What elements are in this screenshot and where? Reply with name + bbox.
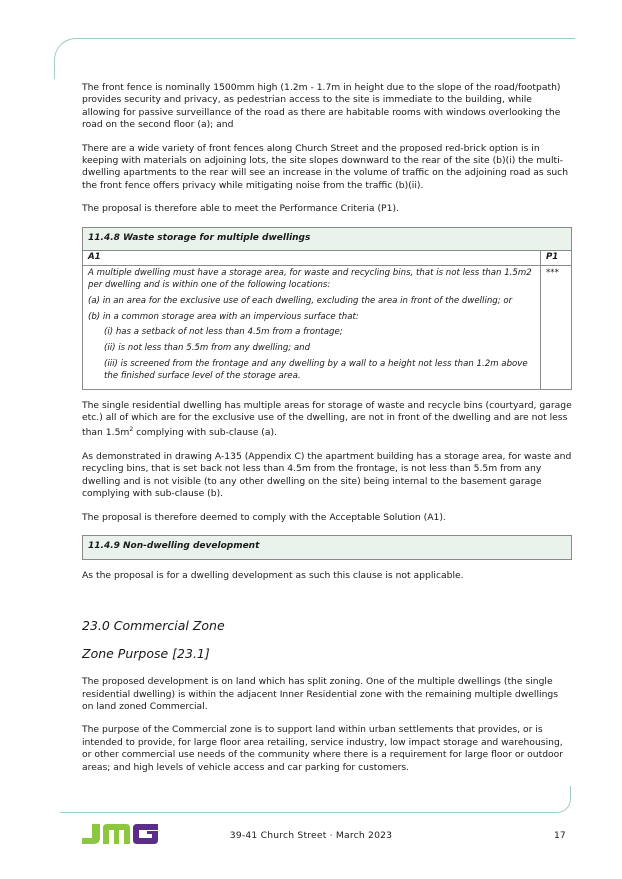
clause-subline: (iii) is screened from the frontage and any dwelling by a wall to a height not less than 1.2m above the finished surface level of the storage area. xyxy=(104,359,528,381)
paragraph-fence-variety: There are a wide variety of front fences along Church Street and the proposed red-brick option is in keeping with materials on adjoining lots, the site slopes downward to the rear of the site (b)(i) the multi-dwelling apartments to the rear will see an increase in the volume of traffic on the adjoining road as such the front fence offers privacy while mitigating noise from the traffic (b)(ii). xyxy=(82,142,569,191)
clause-table-waste-storage xyxy=(82,227,572,390)
page-frame-bottom xyxy=(60,786,571,813)
paragraph-performance-criteria: The proposal is therefore able to meet the Performance Criteria (P1). xyxy=(82,203,399,215)
footer-title: 39-41 Church Street · March 2023 xyxy=(229,830,393,841)
section-heading-commercial-zone: 23.0 Commercial Zone xyxy=(82,618,225,634)
performance-criteria-label: P1 xyxy=(541,251,572,266)
paragraph-single-dwelling-storage xyxy=(82,400,572,440)
para4-text: The single residential dwelling has multiple areas for storage of waste and recycle bins (courtyard, garage etc.) all of which are for the exclusive use of the dwelling, are not in front of the dwelling and are not less than 1.5m xyxy=(82,399,572,439)
acceptable-solution-text xyxy=(83,266,541,389)
clause-heading: 11.4.8 Waste storage for multiple dwellings xyxy=(83,227,572,251)
clause-line: (a) in an area for the exclusive use of each dwelling, excluding the area in front of the dwelling; or xyxy=(88,295,513,306)
page-number: 17 xyxy=(554,830,566,841)
para4-tail: complying with sub-clause (a). xyxy=(133,427,278,439)
clause-line: A multiple dwelling must have a storage area, for waste and recycling bins, that is not less than 1.5m2 per dwelling and is within one of the following locations: xyxy=(88,268,532,291)
paragraph-acceptable-solution: The proposal is therefore deemed to comply with the Acceptable Solution (A1). xyxy=(82,511,446,523)
superscript: 2 xyxy=(129,426,134,434)
paragraph-apartment-storage: As demonstrated in drawing A-135 (Appendix C) the apartment building has a storage area, for waste and recycling bins, that is set back not less than 4.5m from the frontage, is not less than 5.5m from any dwelling and is not visible (to any other dwelling on the site) being internal to the basement garage complying with sub-clause (b). xyxy=(82,450,572,500)
paragraph-split-zoning: The proposed development is on land which has split zoning. One of the multiple dwellings (the single residential dwelling) is within the adjacent Inner Residential zone with the remaining multiple dwellings on land zoned Commercial. xyxy=(82,676,559,712)
page-content xyxy=(82,82,572,785)
acceptable-solution-label: A1 xyxy=(83,251,541,266)
page-frame-top xyxy=(54,38,575,79)
clause-table-non-dwelling xyxy=(82,535,572,560)
subsection-heading-zone-purpose: Zone Purpose [23.1] xyxy=(82,646,210,662)
clause-subline: (i) has a setback of not less than 4.5m from a frontage; xyxy=(104,327,343,338)
paragraph-front-fence: The front fence is nominally 1500mm high (1.2m - 1.7m in height due to the slope of the road/footpath) provides security and privacy, as pedestrian access to the site is immediate to the building, while allowing for passive surveillance of the road as there are habitable rooms with windows overlooking the road on the second floor (a); and xyxy=(82,82,561,131)
clause-subline: (ii) is not less than 5.5m from any dwelling; and xyxy=(104,343,311,354)
performance-criteria-text: *** xyxy=(541,266,572,389)
paragraph-not-applicable: As the proposal is for a dwelling development as such this clause is not applicable. xyxy=(82,569,464,581)
clause-heading: 11.4.9 Non-dwelling development xyxy=(83,535,572,559)
clause-line: (b) in a common storage area with an impervious surface that: xyxy=(88,311,359,322)
paragraph-commercial-purpose: The purpose of the Commercial zone is to support land within urban settlements that provides, or is intended to provide, for large floor area retailing, service industry, low impact storage and warehousing, or other commercial use needs of the community where there is a requirement for large floor or outdoor areas; and high levels of vehicle access and car parking for customers. xyxy=(82,724,564,773)
